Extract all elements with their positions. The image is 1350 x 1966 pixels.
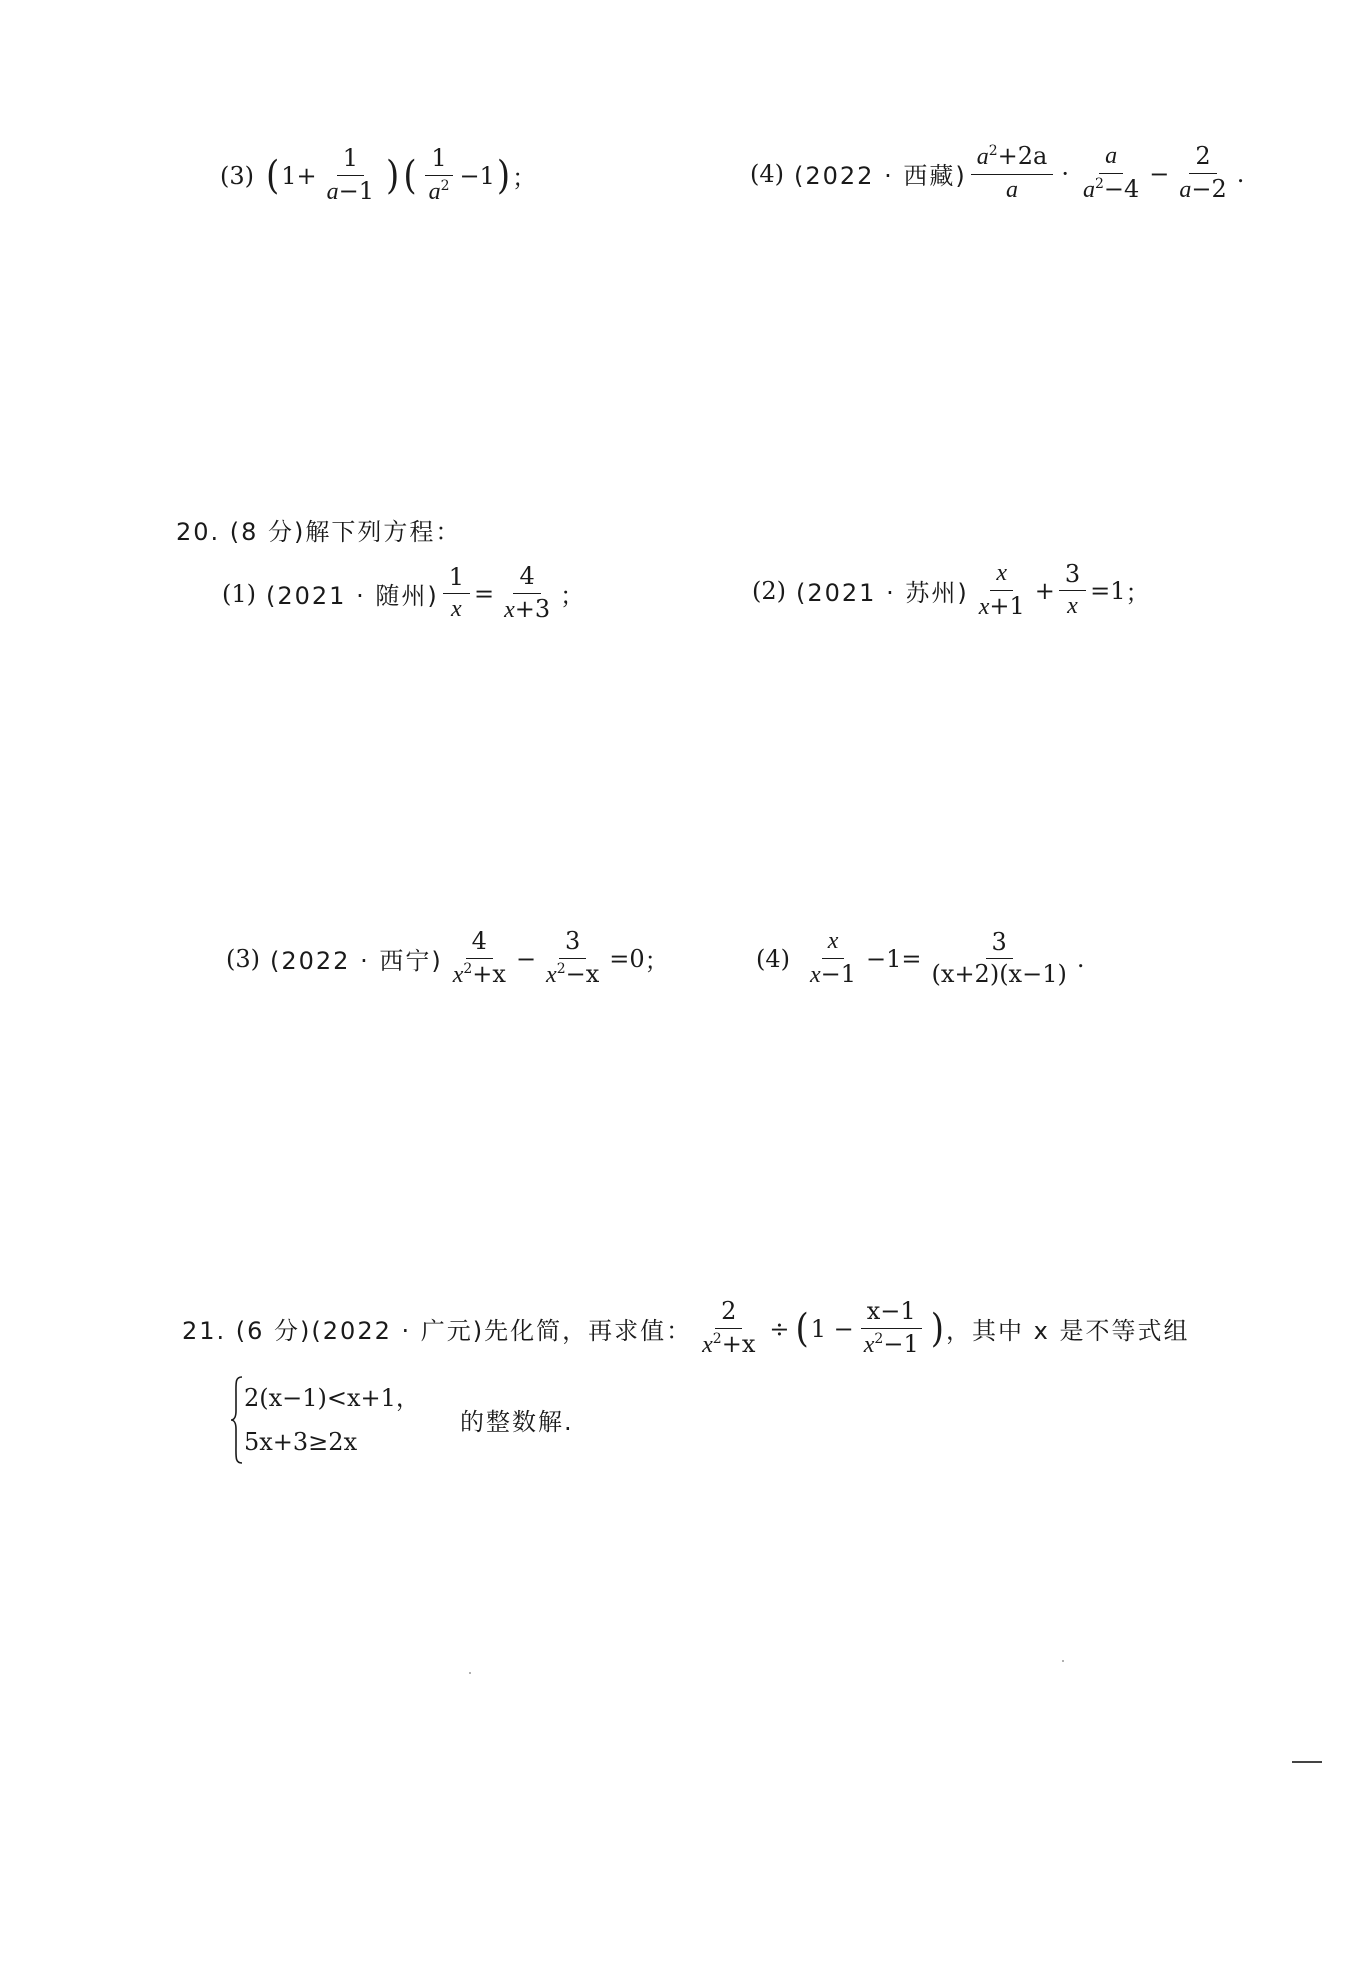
- numerator: 2: [1189, 143, 1216, 174]
- fraction: [443, 564, 470, 624]
- middle-expr: −1=: [866, 944, 922, 973]
- part-label: (3): [220, 161, 254, 190]
- exponent: 2: [556, 960, 566, 977]
- q19-part4: [750, 143, 1244, 204]
- dot-operator: ·: [1061, 159, 1069, 188]
- scan-speck: [469, 1672, 471, 1674]
- part-label: (4): [756, 944, 790, 973]
- source-tag: (2022 · 西藏): [794, 162, 967, 191]
- paren-open: (: [266, 152, 280, 199]
- numerator: 3: [559, 928, 586, 959]
- var-a: a: [428, 178, 441, 205]
- part-label: (1): [222, 579, 256, 608]
- q21-tail: ，其中 x 是不等式组: [945, 1317, 1190, 1346]
- var-x: x: [546, 961, 557, 988]
- var-x: x: [452, 961, 464, 988]
- exponent: 2: [440, 177, 450, 194]
- numerator: a: [1099, 143, 1123, 174]
- term-one: 1: [281, 161, 297, 190]
- denominator: [321, 176, 380, 207]
- var-x: x: [978, 593, 990, 620]
- paren-open: (: [403, 152, 417, 199]
- rhs: =0: [609, 944, 645, 973]
- var-a: a: [326, 178, 339, 205]
- end-punct: ；: [1125, 579, 1150, 608]
- var-x: x: [504, 596, 515, 623]
- fraction: [447, 928, 512, 989]
- q21-header: 21. (6 分)(2022 · 广元)先化简，再求值：: [182, 1317, 693, 1346]
- denominator: [423, 176, 456, 207]
- var-a: a: [1179, 176, 1192, 203]
- denominator: [804, 959, 862, 990]
- den-rest: −x: [565, 959, 600, 988]
- q20-part1: [222, 563, 584, 624]
- minus-one: −1: [459, 161, 495, 190]
- denominator: [1173, 174, 1232, 205]
- numerator: 1: [425, 145, 452, 176]
- end-punct: .: [1236, 159, 1245, 188]
- fraction: [540, 928, 605, 989]
- denominator: x: [1067, 593, 1078, 620]
- fraction: [858, 1298, 925, 1359]
- source-tag: (2021 · 苏州): [796, 579, 969, 608]
- divide-sign: ÷: [769, 1314, 790, 1343]
- denominator: [1077, 174, 1145, 205]
- exponent: 2: [874, 1330, 884, 1347]
- den-rest: −4: [1103, 174, 1140, 203]
- numerator: 3: [986, 929, 1013, 960]
- page-edge-dash: [1292, 1761, 1322, 1763]
- source-tag: (2022 · 西宁): [270, 947, 443, 976]
- den-rest: −1: [883, 1329, 919, 1358]
- var-x: x: [702, 1331, 713, 1358]
- end-punct: ；: [512, 164, 537, 193]
- den-rest: +x: [721, 1329, 756, 1358]
- fraction: [971, 143, 1054, 204]
- part-label: (4): [750, 159, 784, 188]
- fraction: [321, 145, 380, 206]
- denominator: [447, 959, 512, 990]
- fraction: [498, 563, 556, 624]
- q20-part4: [756, 928, 1084, 989]
- fraction: [1077, 143, 1145, 204]
- end-punct: ；: [644, 947, 669, 976]
- var-a: a: [1082, 176, 1095, 203]
- den-rest: +x: [472, 959, 506, 988]
- rhs: =1: [1090, 576, 1126, 605]
- num-rest: +2a: [997, 142, 1048, 170]
- source-tag: (2021 · 随州): [266, 582, 439, 611]
- exponent: 2: [712, 1330, 722, 1347]
- plus-sign: +: [1034, 576, 1055, 605]
- q21-after: 的整数解.: [460, 1408, 574, 1436]
- den-rest: −1: [338, 176, 375, 205]
- paren-close: ): [386, 152, 400, 199]
- one-minus: 1 −: [810, 1314, 854, 1343]
- denominator: [696, 1329, 761, 1360]
- exponent: 2: [1094, 175, 1104, 192]
- denominator: a: [1006, 176, 1018, 203]
- inequality-2: 5x+3≥2x: [244, 1428, 358, 1456]
- denominator: [973, 591, 1031, 622]
- var-x: x: [810, 961, 821, 988]
- fraction: [973, 560, 1031, 621]
- denominator: (x+2)(x−1): [931, 960, 1067, 989]
- denominator: [858, 1329, 925, 1360]
- den-rest: −2: [1191, 174, 1227, 203]
- fraction: [926, 929, 1073, 989]
- part-label: (2): [752, 576, 786, 605]
- numerator: x−1: [861, 1298, 922, 1329]
- q20-header: 20. (8 分)解下列方程：: [176, 518, 462, 546]
- minus-sign: −: [515, 944, 537, 973]
- var-a: a: [976, 144, 989, 170]
- denominator: [498, 594, 556, 625]
- paren-close: ): [930, 1305, 944, 1352]
- numerator: 4: [466, 928, 493, 959]
- exponent: 2: [463, 960, 473, 977]
- end-punct: .: [1076, 944, 1085, 973]
- den-rest: +1: [989, 591, 1025, 620]
- q20-part2: [752, 560, 1150, 621]
- fraction: [423, 145, 456, 206]
- var-x: x: [863, 1331, 875, 1358]
- numerator: x: [822, 928, 845, 959]
- part-label: (3): [226, 944, 260, 973]
- den-rest: −1: [820, 959, 857, 988]
- fraction: [1173, 143, 1232, 204]
- numerator: 1: [337, 145, 364, 176]
- q19-part3: [220, 145, 536, 206]
- denominator: x: [451, 596, 462, 623]
- equals-sign: =: [473, 579, 495, 608]
- fraction: [1059, 561, 1086, 621]
- paren-open: (: [795, 1305, 809, 1352]
- fraction: [696, 1298, 761, 1359]
- numerator: x: [990, 560, 1013, 591]
- exponent: 2: [988, 143, 998, 159]
- system-brace: [230, 1375, 244, 1465]
- numerator: 4: [513, 563, 540, 594]
- fraction: [804, 928, 862, 989]
- inequality-1: 2(x−1)<x+1，: [244, 1384, 420, 1412]
- numerator: 2: [715, 1298, 742, 1329]
- q20-part3: [226, 928, 669, 989]
- denominator: [540, 959, 605, 990]
- paren-close: ): [496, 152, 511, 199]
- numerator: 3: [1059, 561, 1086, 592]
- end-punct: ；: [560, 582, 585, 611]
- numerator: [971, 143, 1054, 175]
- den-rest: +3: [514, 594, 551, 623]
- plus-sign: +: [296, 161, 317, 190]
- scan-speck: [1062, 1660, 1064, 1662]
- q21-line1: [182, 1298, 1189, 1359]
- numerator: 1: [443, 564, 470, 595]
- minus-sign: −: [1149, 159, 1170, 188]
